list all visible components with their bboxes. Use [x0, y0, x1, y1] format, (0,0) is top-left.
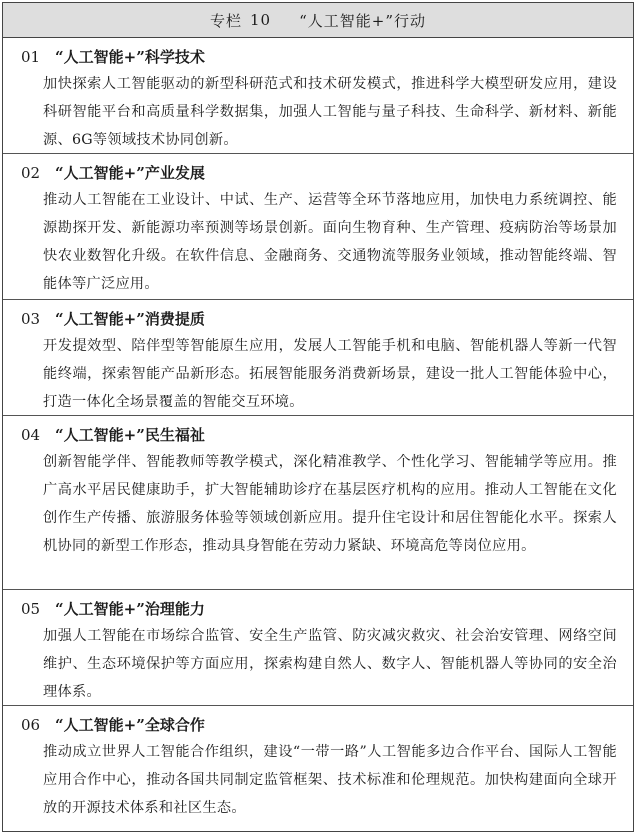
section-number: 02 — [21, 164, 41, 182]
section-title-row — [21, 306, 617, 332]
column-box — [2, 2, 634, 832]
column-header — [3, 3, 633, 38]
section-body: 加快探索人工智能驱动的新型科研范式和技术研发模式，推进科学大模型研发应用，建设科研智能平台和高质量科学数据集，加强人工智能与量子科技、生命科学、新材料、新能源、6G等领域技术协同创新。 — [43, 76, 617, 148]
section-title-row — [21, 422, 617, 448]
section-02 — [3, 154, 633, 300]
section-body: 开发提效型、陪伴型等智能原生应用，发展人工智能手机和电脑、智能机器人等新一代智能终端，探索智能产品新形态。拓展智能服务消费新场景，建设一批人工智能体验中心，打造一体化全场景覆盖的智能交互环境。 — [43, 338, 617, 410]
column-prefix: 专栏 — [209, 11, 242, 30]
section-heading: “人工智能+”消费提质 — [55, 310, 205, 328]
section-04 — [3, 416, 633, 590]
section-01 — [3, 38, 633, 154]
section-06 — [3, 706, 633, 830]
section-number: 05 — [21, 600, 41, 618]
section-body: 加强人工智能在市场综合监管、安全生产监管、防灾减灾救灾、社会治安管理、网络空间维护、生态环境保护等方面应用，探索构建自然人、数字人、智能机器人等协同的安全治理体系。 — [43, 628, 617, 700]
section-title-row — [21, 44, 617, 70]
section-heading: “人工智能+”民生福祉 — [55, 426, 205, 444]
section-body: 创新智能学伴、智能教师等教学模式，深化精准教学、个性化学习、智能辅学等应用。推广高水平居民健康助手，扩大智能辅助诊疗在基层医疗机构的应用。推动人工智能在文化创作生产传播、旅游服务体验等领域创新应用。提升住宅设计和居住智能化水平。探索人机协同的新型工作形态，推动具身智能在劳动力紧缺、环境高危等岗位应用。 — [43, 454, 617, 554]
section-title-row — [21, 160, 617, 186]
section-heading: “人工智能+”科学技术 — [55, 48, 205, 66]
section-number: 01 — [21, 48, 41, 66]
section-05 — [3, 590, 633, 706]
section-body: 推动成立世界人工智能合作组织，建设“一带一路”人工智能多边合作平台、国际人工智能应用合作中心，推动各国共同制定监管框架、技术标准和伦理规范。加快构建面向全球开放的开源技术体系和社区生态。 — [43, 744, 617, 816]
section-number: 04 — [21, 426, 41, 444]
section-03 — [3, 300, 633, 416]
section-heading: “人工智能+”产业发展 — [55, 164, 205, 182]
section-heading: “人工智能+”治理能力 — [55, 600, 205, 618]
section-number: 03 — [21, 310, 41, 328]
section-body: 推动人工智能在工业设计、中试、生产、运营等全环节落地应用，加快电力系统调控、能源勘探开发、新能源功率预测等场景创新。面向生物育种、生产管理、疫病防治等场景加快农业数智化升级。在软件信息、金融商务、交通物流等服务业领域，推动智能终端、智能体等广泛应用。 — [43, 192, 617, 292]
column-title: “人工智能+”行动 — [299, 11, 426, 30]
section-heading: “人工智能+”全球合作 — [55, 716, 205, 734]
section-number: 06 — [21, 716, 41, 734]
column-number: 10 — [250, 11, 272, 29]
section-title-row — [21, 712, 617, 738]
section-title-row — [21, 596, 617, 622]
